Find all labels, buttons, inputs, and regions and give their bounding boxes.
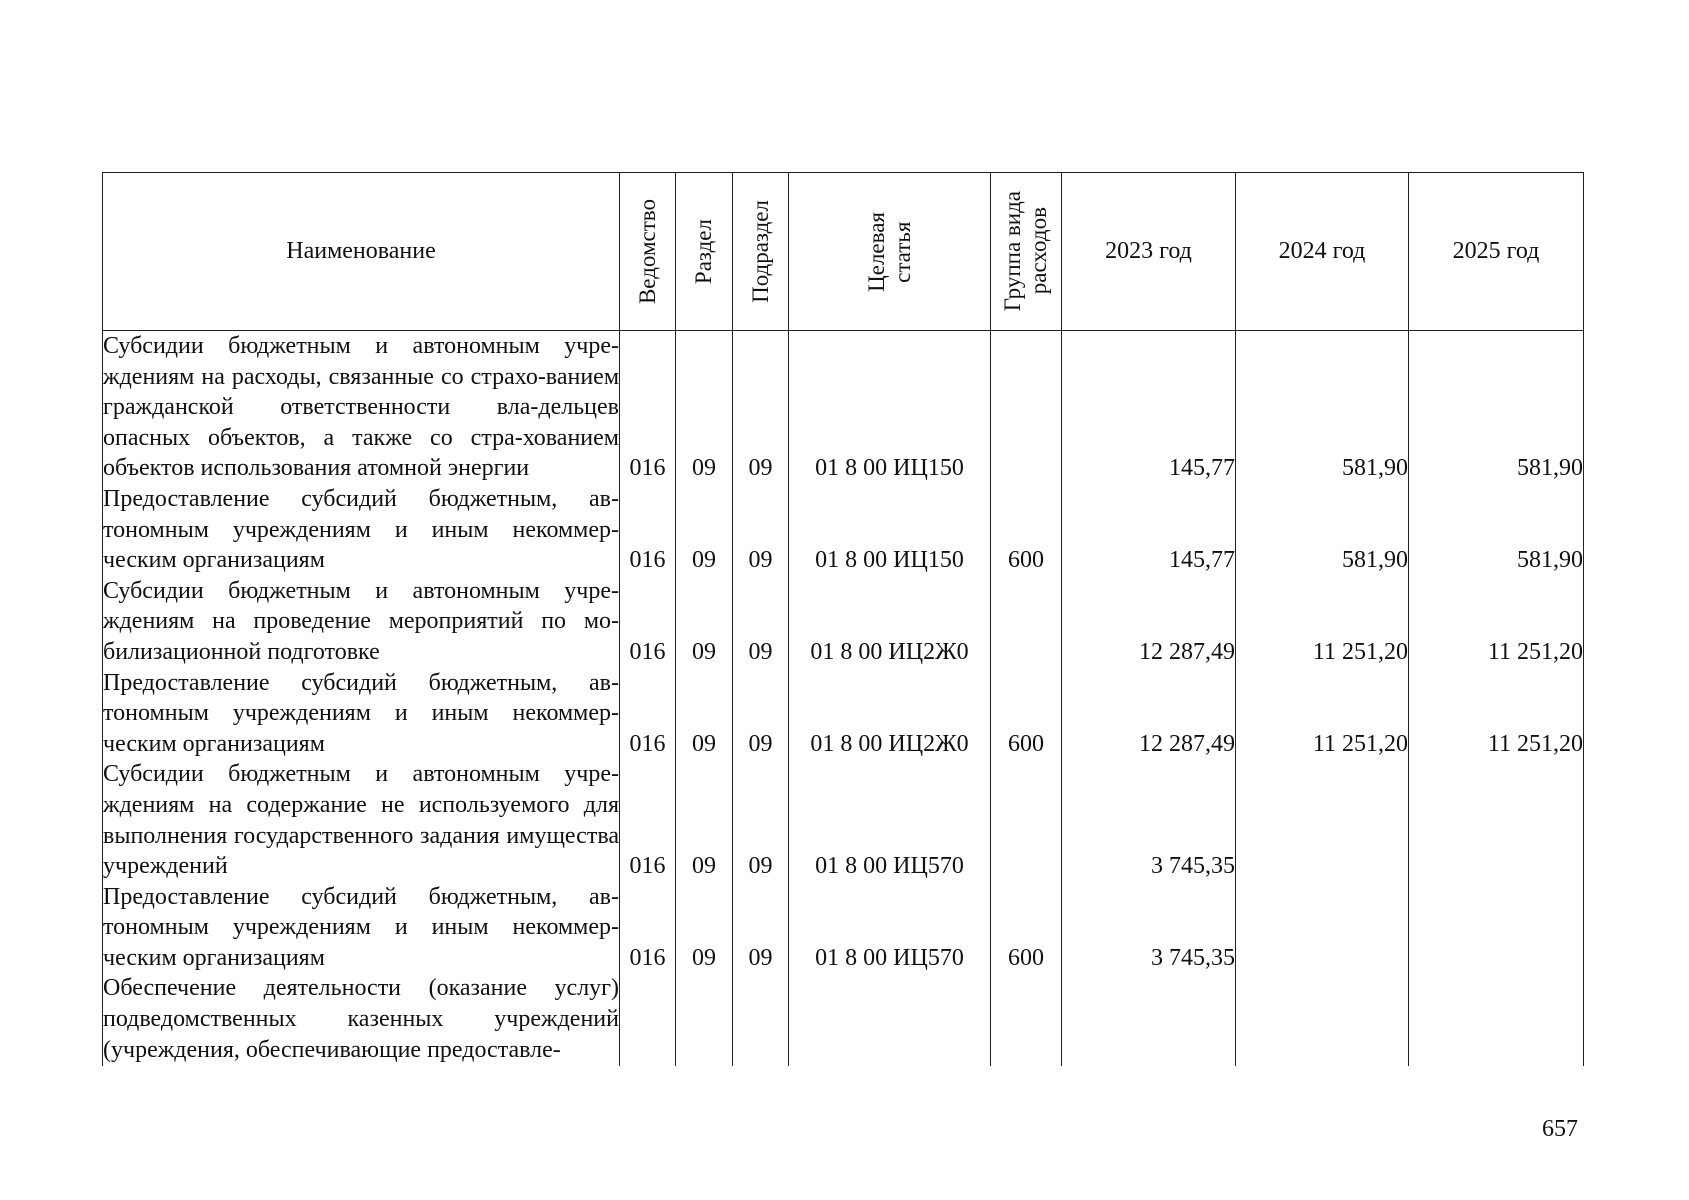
row-vedomstvo: 016 <box>620 759 676 881</box>
row-vedomstvo <box>620 973 676 1066</box>
row-target-article: 01 8 00 ИЦ2Ж0 <box>789 576 991 668</box>
header-2023: 2023 год <box>1062 173 1236 331</box>
header-razdel: Раздел <box>676 173 733 331</box>
row-podrazdel <box>733 973 789 1066</box>
row-amount-2023: 12 287,49 <box>1062 668 1236 760</box>
row-expense-group <box>991 331 1062 484</box>
row-name: Предоставление субсидий бюджетным, ав-тономным учреждениям и иным некоммер-ческим организациям <box>103 668 620 760</box>
row-podrazdel: 09 <box>733 882 789 974</box>
row-vedomstvo: 016 <box>620 576 676 668</box>
row-name: Субсидии бюджетным и автономным учре-ждениям на проведение мероприятий по мо-билизационной подготовке <box>103 576 620 668</box>
row-target-article: 01 8 00 ИЦ150 <box>789 484 991 576</box>
table-row <box>103 668 1584 760</box>
row-target-article: 01 8 00 ИЦ570 <box>789 882 991 974</box>
row-expense-group: 600 <box>991 484 1062 576</box>
row-amount-2024: 581,90 <box>1236 331 1409 484</box>
header-row <box>103 173 1584 331</box>
header-2024: 2024 год <box>1236 173 1409 331</box>
header-name: Наименование <box>103 173 620 331</box>
row-amount-2025 <box>1409 759 1584 881</box>
table-row <box>103 759 1584 881</box>
header-expense-group: Группа вида расходов <box>991 173 1062 331</box>
row-name: Обеспечение деятельности (оказание услуг) подведомственных казенных учреждений (учреждения, обеспечивающие предоставле- <box>103 973 620 1066</box>
table-row <box>103 973 1584 1066</box>
row-name: Субсидии бюджетным и автономным учре-ждениям на расходы, связанные со страхо-ванием гражданской ответственности вла-дельцев опасных объектов, а также со стра-хованием объектов использования атомной энергии <box>103 331 620 484</box>
header-target-article: Целевая статья <box>789 173 991 331</box>
row-vedomstvo: 016 <box>620 882 676 974</box>
header-vedomstvo: Ведомство <box>620 173 676 331</box>
row-amount-2023: 12 287,49 <box>1062 576 1236 668</box>
table-row <box>103 484 1584 576</box>
row-razdel: 09 <box>676 576 733 668</box>
row-vedomstvo: 016 <box>620 484 676 576</box>
row-name: Предоставление субсидий бюджетным, ав-тономным учреждениям и иным некоммер-ческим организациям <box>103 484 620 576</box>
row-amount-2023: 145,77 <box>1062 484 1236 576</box>
budget-table <box>102 172 1584 1066</box>
row-razdel: 09 <box>676 484 733 576</box>
row-amount-2025: 11 251,20 <box>1409 668 1584 760</box>
row-amount-2025 <box>1409 973 1584 1066</box>
row-razdel: 09 <box>676 668 733 760</box>
row-amount-2023 <box>1062 973 1236 1066</box>
row-amount-2024: 11 251,20 <box>1236 668 1409 760</box>
row-amount-2023: 3 745,35 <box>1062 759 1236 881</box>
header-podrazdel: Подраздел <box>733 173 789 331</box>
row-expense-group: 600 <box>991 668 1062 760</box>
page-number: 657 <box>1542 1116 1578 1142</box>
row-expense-group <box>991 576 1062 668</box>
row-razdel: 09 <box>676 759 733 881</box>
row-vedomstvo: 016 <box>620 331 676 484</box>
row-podrazdel: 09 <box>733 331 789 484</box>
row-amount-2025: 11 251,20 <box>1409 576 1584 668</box>
row-amount-2024 <box>1236 973 1409 1066</box>
header-2025: 2025 год <box>1409 173 1584 331</box>
row-vedomstvo: 016 <box>620 668 676 760</box>
row-amount-2023: 145,77 <box>1062 331 1236 484</box>
row-target-article <box>789 973 991 1066</box>
row-name: Предоставление субсидий бюджетным, ав-тономным учреждениям и иным некоммер-ческим организациям <box>103 882 620 974</box>
row-amount-2025: 581,90 <box>1409 331 1584 484</box>
row-target-article: 01 8 00 ИЦ570 <box>789 759 991 881</box>
row-target-article: 01 8 00 ИЦ2Ж0 <box>789 668 991 760</box>
row-podrazdel: 09 <box>733 759 789 881</box>
table-row <box>103 576 1584 668</box>
row-amount-2024 <box>1236 882 1409 974</box>
row-amount-2025: 581,90 <box>1409 484 1584 576</box>
row-podrazdel: 09 <box>733 576 789 668</box>
row-amount-2024: 581,90 <box>1236 484 1409 576</box>
row-razdel <box>676 973 733 1066</box>
table-row <box>103 882 1584 974</box>
row-amount-2024: 11 251,20 <box>1236 576 1409 668</box>
row-podrazdel: 09 <box>733 484 789 576</box>
row-name: Субсидии бюджетным и автономным учре-ждениям на содержание не используемого для выполнения государственного задания имущества учреждений <box>103 759 620 881</box>
row-target-article: 01 8 00 ИЦ150 <box>789 331 991 484</box>
row-razdel: 09 <box>676 882 733 974</box>
row-expense-group: 600 <box>991 882 1062 974</box>
row-podrazdel: 09 <box>733 668 789 760</box>
row-expense-group <box>991 759 1062 881</box>
table-row <box>103 331 1584 484</box>
row-amount-2024 <box>1236 759 1409 881</box>
row-razdel: 09 <box>676 331 733 484</box>
row-amount-2025 <box>1409 882 1584 974</box>
row-expense-group <box>991 973 1062 1066</box>
row-amount-2023: 3 745,35 <box>1062 882 1236 974</box>
